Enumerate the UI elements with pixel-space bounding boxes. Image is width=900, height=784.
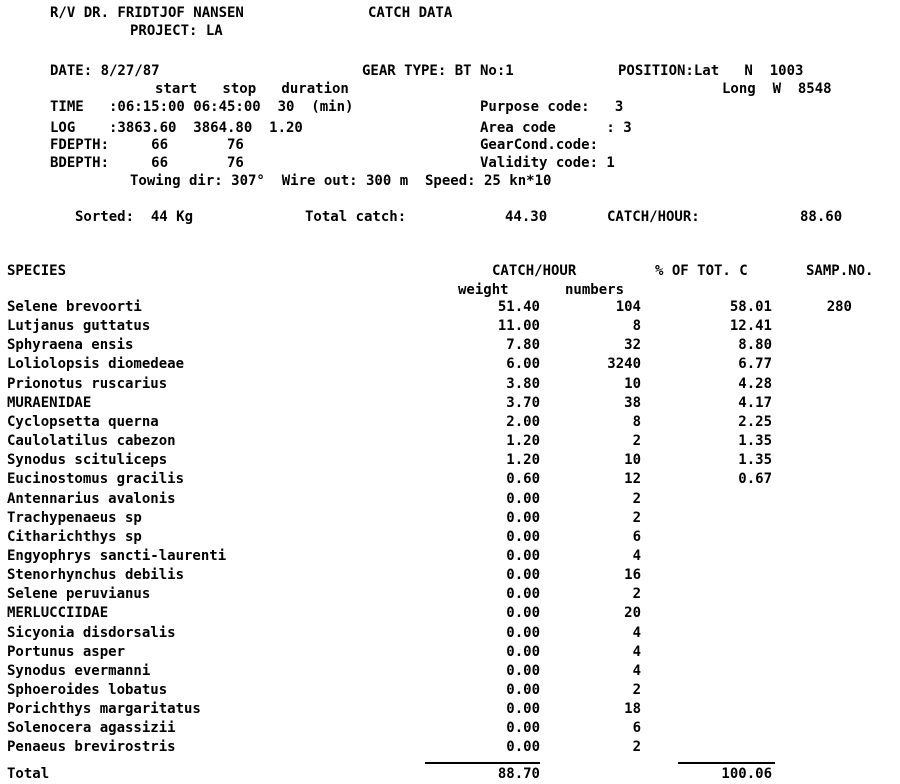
fdepth-row: FDEPTH: 66 76 <box>50 137 244 153</box>
position-lat: POSITION:Lat N 1003 <box>618 63 804 79</box>
row-percent: 12.41 <box>729 318 772 334</box>
row-numbers: 10 <box>624 376 641 392</box>
row-weight: 0.00 <box>506 529 540 545</box>
row-numbers: 2 <box>632 510 641 526</box>
row-percent: 6.77 <box>738 356 772 372</box>
row-weight: 0.00 <box>506 510 540 526</box>
time-column-headers: start stop duration <box>155 81 349 97</box>
row-percent: 8.80 <box>738 337 772 353</box>
row-numbers: 4 <box>632 548 641 564</box>
row-numbers: 38 <box>624 395 641 411</box>
total-percent: 100.06 <box>721 766 772 782</box>
species-name: Loliolopsis diomedeae <box>7 356 185 372</box>
log-row: LOG :3863.60 3864.80 1.20 <box>50 120 303 136</box>
row-weight: 51.40 <box>497 299 540 315</box>
species-name: MERLUCCIIDAE <box>7 605 109 621</box>
vessel-name: R/V DR. FRIDTJOF NANSEN <box>50 5 244 21</box>
position-long: Long W 8548 <box>722 81 832 97</box>
species-name: Cyclopsetta querna <box>7 414 159 430</box>
catch-per-hour-column-header: CATCH/HOUR <box>492 263 577 279</box>
date-field: DATE: 8/27/87 <box>50 63 160 79</box>
row-weight: 0.60 <box>506 471 540 487</box>
row-numbers: 4 <box>632 644 641 660</box>
row-weight: 7.80 <box>506 337 540 353</box>
row-weight: 0.00 <box>506 682 540 698</box>
row-weight: 0.00 <box>506 491 540 507</box>
weight-column-header: weight <box>458 282 509 298</box>
row-numbers: 20 <box>624 605 641 621</box>
total-catch-label: Total catch: <box>305 209 407 225</box>
species-name: Penaeus brevirostris <box>7 739 176 755</box>
sample-number-column-header: SAMP.NO. <box>806 263 874 279</box>
row-weight: 1.20 <box>506 452 540 468</box>
species-name: Synodus scituliceps <box>7 452 168 468</box>
row-percent: 2.25 <box>738 414 772 430</box>
row-weight: 0.00 <box>506 586 540 602</box>
row-numbers: 16 <box>624 567 641 583</box>
species-name: Portunus asper <box>7 644 126 660</box>
row-numbers: 32 <box>624 337 641 353</box>
total-label: Total <box>7 766 50 782</box>
row-weight: 0.00 <box>506 739 540 755</box>
gear-type-field: GEAR TYPE: BT No:1 <box>362 63 514 79</box>
row-numbers: 6 <box>632 720 641 736</box>
row-numbers: 4 <box>632 625 641 641</box>
row-numbers: 2 <box>632 433 641 449</box>
species-column-header: SPECIES <box>7 263 67 279</box>
species-name: Engyophrys sancti-laurenti <box>7 548 227 564</box>
species-name: Trachypenaeus sp <box>7 510 142 526</box>
row-weight: 3.70 <box>506 395 540 411</box>
row-numbers: 12 <box>624 471 641 487</box>
species-name: Caulolatilus cabezon <box>7 433 176 449</box>
row-weight: 3.80 <box>506 376 540 392</box>
bdepth-row: BDEPTH: 66 76 <box>50 155 244 171</box>
towing-info: Towing dir: 307° Wire out: 300 m Speed: 25 kn*10 <box>130 173 552 189</box>
species-name: Synodus evermanni <box>7 663 151 679</box>
gear-condition-code: GearCond.code: <box>480 137 599 153</box>
species-name: Lutjanus guttatus <box>7 318 151 334</box>
row-weight: 0.00 <box>506 625 540 641</box>
row-weight: 0.00 <box>506 644 540 660</box>
species-name: Eucinostomus gracilis <box>7 471 185 487</box>
row-weight: 0.00 <box>506 663 540 679</box>
species-name: Antennarius avalonis <box>7 491 176 507</box>
row-sample-number: 280 <box>826 299 852 315</box>
species-name: Sphoeroides lobatus <box>7 682 168 698</box>
species-name: Porichthys margaritatus <box>7 701 201 717</box>
row-weight: 0.00 <box>506 701 540 717</box>
purpose-code: Purpose code: 3 <box>480 99 624 115</box>
row-weight: 6.00 <box>506 356 540 372</box>
row-percent: 4.17 <box>738 395 772 411</box>
row-numbers: 6 <box>632 529 641 545</box>
row-weight: 0.00 <box>506 720 540 736</box>
row-numbers: 8 <box>632 318 641 334</box>
numbers-column-header: numbers <box>565 282 625 298</box>
row-numbers: 3240 <box>607 356 641 372</box>
species-name: Citharichthys sp <box>7 529 142 545</box>
row-numbers: 4 <box>632 663 641 679</box>
row-weight: 0.00 <box>506 567 540 583</box>
row-percent: 1.35 <box>738 433 772 449</box>
row-numbers: 2 <box>632 491 641 507</box>
row-percent: 58.01 <box>729 299 772 315</box>
percent-total-column-header: % OF TOT. C <box>655 263 748 279</box>
row-percent: 4.28 <box>738 376 772 392</box>
sorted-weight: Sorted: 44 Kg <box>75 209 194 225</box>
row-numbers: 2 <box>632 682 641 698</box>
total-catch-value: 44.30 <box>505 209 548 225</box>
row-numbers: 18 <box>624 701 641 717</box>
row-percent: 1.35 <box>738 452 772 468</box>
row-weight: 1.20 <box>506 433 540 449</box>
time-row: TIME :06:15:00 06:45:00 30 (min) <box>50 99 354 115</box>
total-weight-rule <box>425 762 540 764</box>
species-name: Sphyraena ensis <box>7 337 134 353</box>
catch-per-hour-value: 88.60 <box>800 209 843 225</box>
total-percent-rule <box>678 762 775 764</box>
species-name: Prionotus ruscarius <box>7 376 168 392</box>
row-weight: 0.00 <box>506 548 540 564</box>
row-numbers: 8 <box>632 414 641 430</box>
species-name: Stenorhynchus debilis <box>7 567 185 583</box>
row-numbers: 10 <box>624 452 641 468</box>
row-numbers: 2 <box>632 586 641 602</box>
row-numbers: 2 <box>632 739 641 755</box>
species-name: Sicyonia disdorsalis <box>7 625 176 641</box>
catch-per-hour-label: CATCH/HOUR: <box>607 209 700 225</box>
project-label: PROJECT: LA <box>130 23 223 39</box>
area-code: Area code : 3 <box>480 120 632 136</box>
species-name: Selene peruvianus <box>7 586 151 602</box>
row-weight: 2.00 <box>506 414 540 430</box>
total-weight: 88.70 <box>497 766 540 782</box>
species-name: Selene brevoorti <box>7 299 142 315</box>
species-name: MURAENIDAE <box>7 395 92 411</box>
species-name: Solenocera agassizii <box>7 720 176 736</box>
row-weight: 11.00 <box>497 318 540 334</box>
row-percent: 0.67 <box>738 471 772 487</box>
row-weight: 0.00 <box>506 605 540 621</box>
validity-code: Validity code: 1 <box>480 155 615 171</box>
row-numbers: 104 <box>615 299 641 315</box>
report-title: CATCH DATA <box>368 5 453 21</box>
